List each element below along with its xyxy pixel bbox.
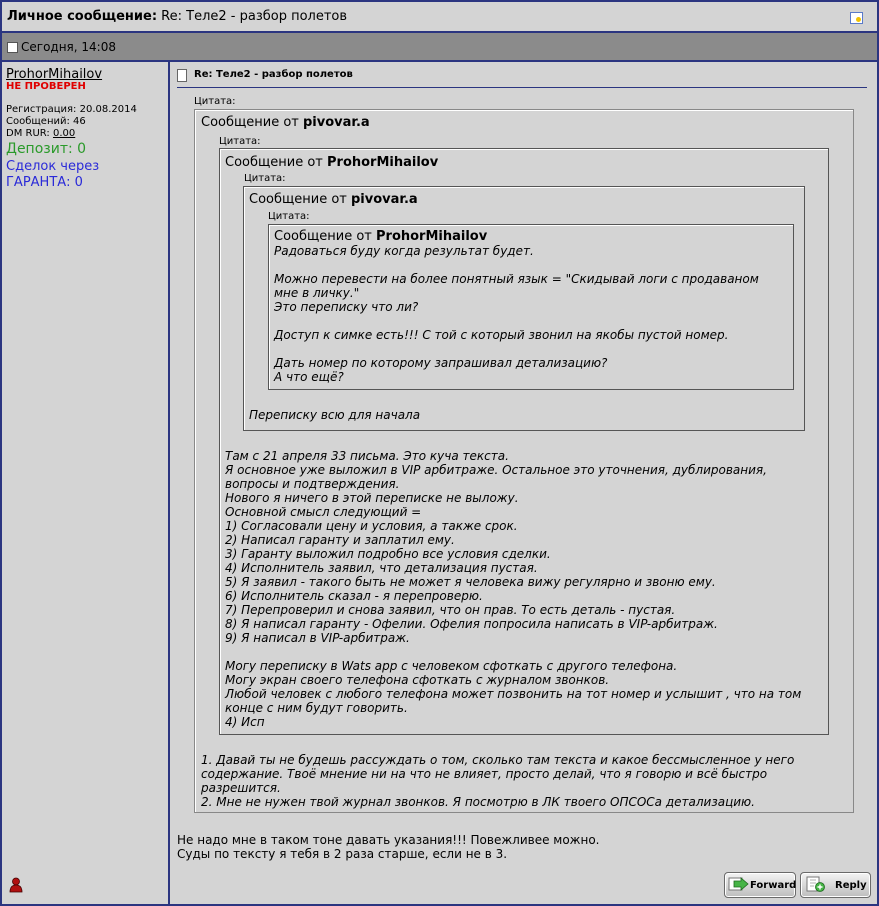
quote-label: Цитата:	[244, 173, 286, 184]
quote-4-from	[274, 229, 487, 244]
quote-label: Цитата:	[268, 211, 310, 222]
reply-label: Reply	[835, 880, 867, 891]
date-bar	[2, 33, 877, 62]
quote-2-text: Там с 21 апреля 33 письма. Это куча текста. Я основное уже выложил в VIP арбитраже. Остальное это уточнения, дублирования, вопросы и подтверждения. Нового я ничего в этой переписке не выложу. Основной смысл следующий = 1) Согласовали цену и условия, а также срок. 2) Написал гаранту и заплатил ему. 3) Гаранту выложил подробно все условия сделки. 4) Исполнитель заявил, что детализация пустая. 5) Я заявил - такого быть не может я человека вижу регулярно и звоню ему. 6) Исполнитель сказал - я перепроверю. 7) Перепроверил и снова заявил, что он прав. То есть деталь - пустая. 8) Я написал гаранту - Офелии. Офелия попросила написать в VIP-арбитраж. 9) Я написал в VIP-арбитраж. Могу переписку в Wats app с человеком сфоткать с другого телефона. Могу экран своего телефона сфоткать с журналом звонков. Любой человек с любого телефона может позвонить на тот номер и услышит , что на том конце с ним будут говорить. 4) Исп	[225, 449, 802, 729]
quote-4-text: Радоваться буду когда результат будет. Можно перевести на более понятный язык = "Скидывай логи с продаваном мне в личку." Это переписку что ли? Доступ к симке есть!!! С той с который звонил на якобы пустой номер. Дать номер по которому запрашивал детализацию? А что ещё?	[274, 244, 759, 384]
message-header	[177, 67, 867, 88]
dm-value-link[interactable]: 0.00	[52, 128, 76, 139]
quote-2-author: ProhorMihailov	[327, 155, 439, 170]
deals-line-2: ГАРАНТА: 0	[6, 175, 83, 190]
message-date: Сегодня, 14:08	[21, 40, 116, 54]
quote-label: Цитата:	[194, 96, 236, 107]
reply-button[interactable]	[800, 872, 871, 898]
select-checkbox[interactable]	[7, 42, 18, 53]
from-prefix: Сообщение от	[274, 229, 372, 244]
quote-1-text: 1. Давай ты не будешь рассуждать о том, сколько там текста и какое бессмысленное у него содержание. Твоё мнение ни на что не влияет, просто делай, что я говорю и всё быстро разрешится. 2. Мне не нужен твой журнал звонков. Я посмотрю в ЛК твоего ОПСОСа детализацию.	[201, 753, 795, 809]
quote-3-author: pivovar.a	[351, 192, 418, 207]
message-panel	[170, 62, 877, 904]
deals-via-guarantor	[6, 159, 99, 191]
forward-button[interactable]	[724, 872, 796, 898]
quote-4-author: ProhorMihailov	[376, 229, 488, 244]
message-subject: Re: Теле2 - разбор полетов	[194, 69, 353, 80]
dm-balance	[6, 128, 137, 140]
from-prefix: Сообщение от	[225, 155, 323, 170]
user-offline-icon	[9, 877, 23, 893]
page-title	[7, 9, 347, 24]
quote-1-author: pivovar.a	[303, 115, 370, 130]
user-info-panel	[2, 62, 170, 904]
quote-4	[268, 224, 794, 390]
deposit: Депозит: 0	[6, 141, 87, 157]
new-window-icon[interactable]	[850, 12, 863, 24]
message-body: Не надо мне в таком тоне давать указания!!! Повежливее можно. Суды по тексту я тебя в 2 раза старше, если не в 3.	[177, 833, 600, 861]
user-meta	[6, 104, 137, 140]
quote-label: Цитата:	[219, 136, 261, 147]
dm-label: DM RUR:	[6, 128, 50, 139]
forward-icon	[728, 875, 750, 893]
title-prefix: Личное сообщение:	[7, 9, 158, 24]
quote-1	[194, 109, 854, 813]
quote-2	[219, 148, 829, 735]
quote-3-text: Переписку всю для начала	[249, 408, 421, 422]
from-prefix: Сообщение от	[201, 115, 299, 130]
username-link[interactable]: ProhorMihailov	[6, 67, 103, 82]
quote-2-from	[225, 155, 438, 170]
registration-date: Регистрация: 20.08.2014	[6, 104, 137, 115]
quote-3	[243, 186, 805, 431]
title-bar	[2, 2, 877, 33]
reply-icon	[804, 875, 826, 893]
quote-1-from	[201, 115, 370, 130]
from-prefix: Сообщение от	[249, 192, 347, 207]
quote-3-from	[249, 192, 418, 207]
document-icon	[177, 69, 187, 82]
title-subject: Re: Теле2 - разбор полетов	[161, 9, 348, 24]
forward-label: Forward	[750, 880, 797, 891]
message-count: Сообщений: 46	[6, 116, 86, 127]
user-status: НЕ ПРОВЕРЕН	[6, 81, 86, 92]
deals-line-1: Сделок через	[6, 159, 100, 174]
